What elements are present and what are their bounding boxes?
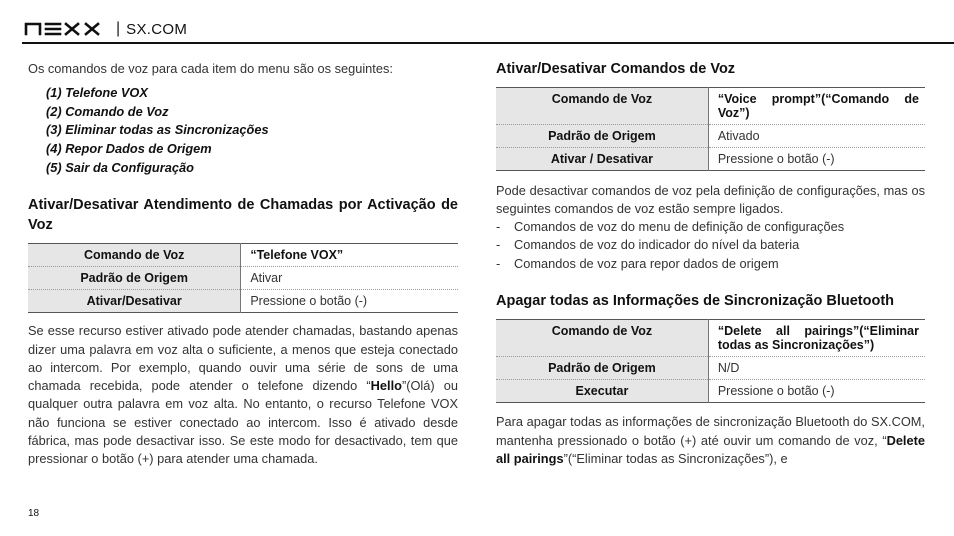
menu-item: (1) Telefone VOX [46, 85, 148, 101]
table-row [496, 87, 925, 124]
delete-pairings-paragraph [496, 413, 925, 468]
text-run: ”(“Eliminar todas as Sincronizações”), e [563, 451, 788, 467]
table-row [28, 267, 458, 290]
list-item: - Comandos de voz do indicador do nível da bateria [496, 236, 925, 254]
right-column [496, 60, 925, 468]
table-row [496, 320, 925, 357]
table-value: “Voice prompt”(“Comando de Voz”) [717, 91, 919, 120]
text-run: ”(Olá) ou qualquer outra palavra em voz alta. No entanto, o recurso Telefone VOX não funciona se estiver conectado ao intercom. Isso é ativado desde fábrica, mas pode desactivar isso. Se este modo for desactivado, tem que pressionar o botão (+) para atender uma chamada. [28, 378, 458, 467]
table-row [496, 357, 925, 380]
menu-item: (2) Comando de Voz [46, 103, 169, 119]
table-key: Executar [496, 380, 708, 403]
section-heading-voice-commands: Ativar/Desativar Comandos de Voz [496, 61, 736, 77]
page-header [24, 18, 187, 40]
always-on-commands-list [496, 218, 925, 273]
table-value: Pressione o botão (-) [250, 294, 368, 309]
header-rule [22, 42, 954, 44]
table-value: Ativado [717, 128, 760, 143]
table-row [28, 244, 458, 267]
vox-paragraph [28, 322, 458, 468]
table-row [496, 147, 925, 170]
table-key: Comando de Voz [28, 244, 241, 267]
voice-menu-list [46, 84, 458, 177]
menu-item: (4) Repor Dados de Origem [46, 141, 212, 157]
table-value: Ativar [250, 271, 283, 286]
nexx-logo [24, 22, 108, 36]
table-key: Comando de Voz [496, 87, 708, 124]
list-item: - Comandos de voz do menu de definição de configurações [496, 218, 925, 236]
section-heading-delete-pairings: Apagar todas as Informações de Sincronização Bluetooth [496, 292, 895, 309]
header-separator: | [116, 20, 121, 37]
table-row [28, 290, 458, 313]
table-row [496, 124, 925, 147]
table-value: “Delete all pairings”(“Eliminar todas as Sincronizações”) [717, 324, 919, 353]
menu-item: (5) Sair da Configuração [46, 159, 194, 175]
intro-text: Os comandos de voz para cada item do menu são os seguintes: [28, 61, 393, 76]
voice-commands-table [496, 87, 925, 171]
menu-item: (3) Eliminar todas as Sincronizações [46, 122, 269, 138]
bold-phrase: Delete all pairings [496, 432, 925, 467]
table-key: Ativar / Desativar [496, 147, 708, 170]
list-item: - Comandos de voz para repor dados de origem [496, 255, 925, 273]
table-value: N/D [717, 361, 740, 376]
voice-commands-paragraph: Pode desactivar comandos de voz pela definição de configurações, mas os seguintes comandos de voz estão sempre ligados. [496, 182, 925, 216]
table-value: Pressione o botão (-) [717, 151, 835, 166]
delete-pairings-table [496, 319, 925, 403]
table-value: Pressione o botão (-) [717, 384, 835, 399]
brand-name: SX.COM [126, 20, 188, 38]
table-key: Ativar/Desativar [28, 290, 241, 313]
table-key: Padrão de Origem [496, 357, 708, 380]
text-run: Se esse recurso estiver ativado pode atender chamadas, bastando apenas dizer uma palavra em voz alta o suficiente, a menos que esteja conectado ao intercom. Por exemplo, quando ouvir uma série de sons de uma chamada recebida, pode atender o telefone dizendo “ [28, 323, 458, 394]
bold-word: Hello [370, 378, 402, 394]
left-column [28, 60, 458, 469]
vox-table [28, 243, 458, 313]
text-run: Para apagar todas as informações de sincronização Bluetooth do SX.COM, mantenha pressionado o botão (+) até ouvir um comando de voz, “ [496, 414, 925, 448]
table-key: Padrão de Origem [28, 267, 241, 290]
table-value: “Telefone VOX” [250, 248, 344, 263]
table-key: Comando de Voz [496, 320, 708, 357]
section-heading-vox: Ativar/Desativar Atendimento de Chamadas por Activação de Voz [28, 197, 458, 233]
table-row [496, 380, 925, 403]
page-number: 18 [28, 508, 40, 519]
table-key: Padrão de Origem [496, 124, 708, 147]
